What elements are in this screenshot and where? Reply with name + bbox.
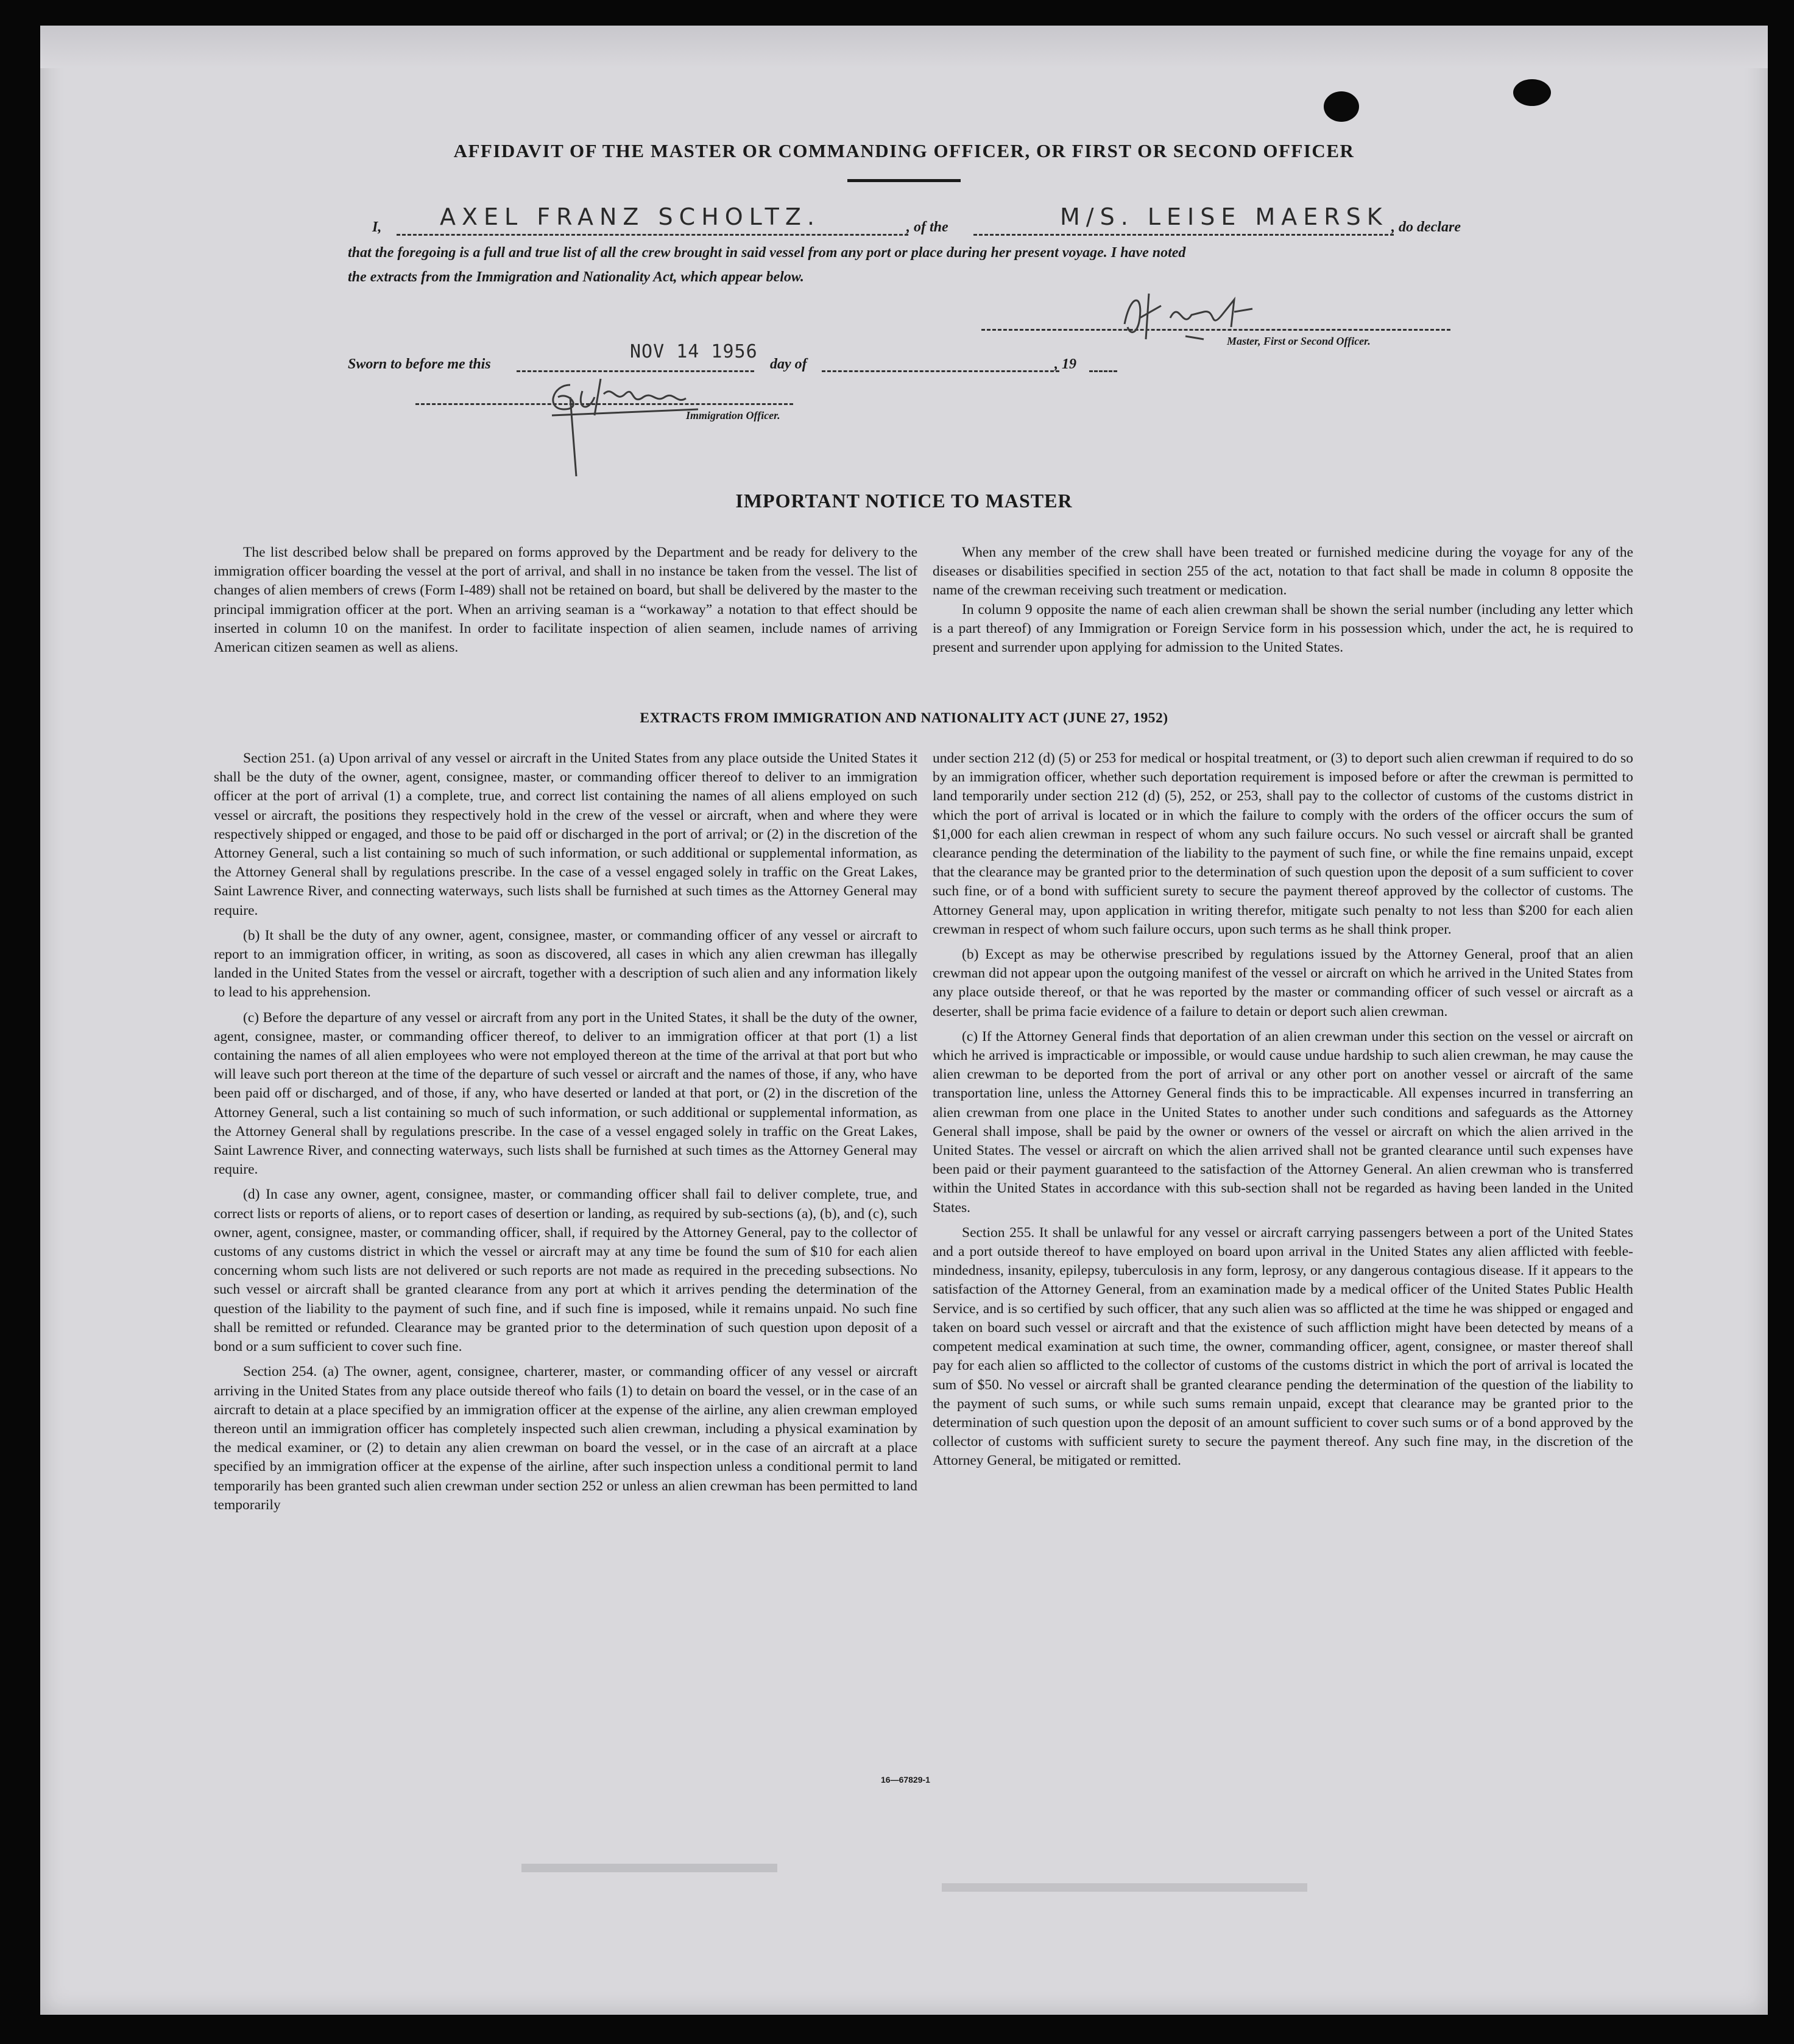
section-251-d: (d) In case any owner, agent, consignee, master, or commanding officer shall fail to deliver complete, true, and correct lists or reports of aliens, or to report cases of desertion or landing, as required by sub-sections (a), (b), and (c), such owner, agent, consignee, master, or commanding officer, shall, if required by the Attorney General, pay to the collector of customs of any customs district in which the vessel or aircraft may at any time be found the sum of $10 for each alien concerning whom such lists are not delivered or such reports are not made as required in the preceding subsections. No such vessel or aircraft shall be granted clearance from any port at which it arrives pending the determination of the question of the liability to the payment of such fine, and if such fine is imposed, while it remains unpaid. No such fine shall be remitted or refunded. Clearance may be granted prior to the determination of such question upon deposit of a bond or a sum sufficient to cover such fine. bbox=[214, 1186, 917, 1355]
punch-hole-mark bbox=[1324, 91, 1359, 122]
master-signature bbox=[1112, 281, 1295, 361]
section-254-a-continued: under section 212 (d) (5) or 253 for medical or hospital treatment, or (3) to deport such alien crewman if required to do so by an immigration officer, whether such deportation requirement is imposed before or after the crewman is permitted to land temporarily under section 212 (d) (5), 252, or 253, shall pay to the collector of customs of the customs district in which the port of arrival is located or in which the failure to comply with the orders of the officer occurs the sum of $1,000 for each alien crewman in respect of whom any such failure occurs. No such vessel or aircraft shall be granted clearance pending the determination of the liability to the payment of such fine, or while the fine remains unpaid, except that the clearance may be granted prior to the determination of such question upon the deposit of a sum sufficient to cover such fine, or of a bond with sufficient surety to secure the payment thereof approved by the collector of customs. The Attorney General may, upon application in writing therefor, mitigate such penalty to not less than $200 for each alien crewman in respect of whom such failure occurs, upon such terms as he shall think proper. bbox=[933, 750, 1633, 937]
notice-right-column bbox=[933, 543, 1633, 663]
statement-line-1: that the foregoing is a full and true list of all the crew brought in said vessel from any port or place during her present voyage. I have noted bbox=[348, 245, 1186, 261]
punch-hole-mark bbox=[1513, 79, 1551, 106]
show-through-mark bbox=[521, 1864, 777, 1872]
i-label: I, bbox=[372, 219, 382, 235]
section-254-c: (c) If the Attorney General finds that deportation of an alien crewman under this section on the vessel or aircraft on which he arrived is impracticable or impossible, or would cause undue hardship to such alien crewman, he may cause the alien crewman to be deported from the port of arrival or any other port on another vessel or aircraft of the same transportation line, unless the Attorney General finds this to be impracticable. All expenses incurred in transferring an alien crewman from one place in the United States to another under such conditions and safeguards as the Attorney General shall impose, shall be paid by the owner or owners of the vessel or aircraft on which the alien arrived in the United States. The vessel or aircraft on which the alien arrived shall not be granted clearance until such expenses have been paid or their payment guaranteed to the satisfaction of the Attorney General. An alien crewman who is transferred within the United States in accordance with this sub-section shall not be regarded as having been landed in the United States. bbox=[933, 1028, 1633, 1216]
notice-left-column bbox=[214, 543, 917, 663]
year-label: , 19 bbox=[1054, 356, 1076, 372]
master-title-label: Master, First or Second Officer. bbox=[1227, 335, 1371, 347]
month-line bbox=[822, 370, 1059, 372]
title-underline bbox=[847, 179, 961, 182]
master-name: AXEL FRANZ SCHOLTZ. bbox=[440, 203, 821, 230]
affidavit-title: AFFIDAVIT OF THE MASTER OR COMMANDING OFFICER, OR FIRST OR SECOND OFFICER bbox=[453, 140, 1355, 161]
officer-title-label: Immigration Officer. bbox=[686, 409, 780, 421]
extracts-title: EXTRACTS FROM IMMIGRATION AND NATIONALITY ACT (JUNE 27, 1952) bbox=[640, 710, 1168, 726]
section-255: Section 255. It shall be unlawful for any vessel or aircraft carrying passengers between a port of the United States and a port outside thereof to have employed on board upon arrival in the United States any alien afflicted with feeble-mindedness, insanity, epilepsy, tuberculosis in any form, leprosy, or any dangerous contagious disease. If it appears to the satisfaction of the Attorney General, from an examination made by a medical officer of the United States Public Health Service, and is so certified by such officer, that any such alien was so afflicted at the time he was shipped or engaged and taken on board such vessel or aircraft and that the existence of such affliction might have been detected by means of a competent medical examination at such time, the owner, commanding officer, agent, consignee, or master thereof shall pay for each alien so afflicted to the collector of customs of the customs district in which the port of arrival is located the sum of $50. No vessel or aircraft shall be granted clearance pending the determination of the question of the liability to the payment of such sums, or while such sums remain unpaid, except that clearance may be granted prior to the determination of such question upon the deposit of an amount sufficient to cover such sums or of a bond approved by the collector of customs with sufficient surety to secure the payment thereof. Any such fine may, in the discretion of the Attorney General, be mitigated or remitted. bbox=[933, 1224, 1633, 1469]
sworn-date-stamp: NOV 14 1956 bbox=[630, 341, 758, 362]
section-251-a: Section 251. (a) Upon arrival of any vessel or aircraft in the United States from any place outside the United States it shall be the duty of the owner, agent, consignee, master, or commanding officer thereof to deliver to an immigration officer at the port of arrival (1) a complete, true, and correct list containing the names of all aliens employed on such vessel or aircraft, the positions they respectively hold in the crew of the vessel or aircraft, when and where they were respectively shipped or engaged, and those to be paid off or discharged in the port of arrival; or (2) in the discretion of the Attorney General, such a list containing so much of such information, or such additional or supplemental information, as the Attorney General shall by regulations prescribe. In the case of a vessel engaged solely in traffic on the Great Lakes, Saint Lawrence River, and connecting waterways, such lists shall be furnished at such times as the Attorney General may require. bbox=[214, 750, 917, 918]
vessel-name: M/S. LEISE MAERSK bbox=[1060, 203, 1388, 230]
of-the-label: , of the bbox=[906, 219, 948, 235]
vessel-line bbox=[973, 234, 1394, 236]
section-254-b: (b) Except as may be otherwise prescribed by regulations issued by the Attorney General, proof that an alien crewman did not appear upon the outgoing manifest of the vessel or aircraft on which he arrived in the United States from any place outside thereof, or that he was reported by the master or commanding officer of such vessel or aircraft as a deserter, shall be prima facie evidence of a failure to detain or deport such alien crewman. bbox=[933, 946, 1633, 1020]
day-of-label: day of bbox=[770, 356, 807, 372]
document-page bbox=[40, 26, 1768, 2015]
officer-signature bbox=[534, 367, 753, 482]
name-line bbox=[397, 234, 908, 236]
section-254-a: Section 254. (a) The owner, agent, consignee, charterer, master, or commanding officer of any vessel or aircraft arriving in the United States from any place outside thereof who fails (1) to detain on board the vessel, or in the case of an aircraft to detain at a place specified by an immigration officer at the expense of the airline, any alien crewman employed thereon until an immigration officer has completely inspected such alien crewman, including a physical examination by the medical examiner, or (2) to detain any alien crewman on board the vessel, or in the case of an aircraft at a place specified by an immigration officer at the expense of the airline, after such inspection unless a conditional permit to land temporarily has been granted such alien crewman under section 252 or unless an alien crewman has been permitted to land temporarily bbox=[214, 1364, 917, 1513]
form-number: 16—67829-1 bbox=[881, 1775, 930, 1785]
sworn-label: Sworn to before me this bbox=[348, 356, 491, 372]
notice-left-paragraph: The list described below shall be prepared on forms approved by the Department and be ready for delivery to the immigration officer boarding the vessel at the port of arrival, and shall in no instance be taken from the vessel. The list of changes of alien members of crews (Form I-489) shall not be retained on board, but shall be delivered by the master to the principal immigration officer at the port. When an arriving seaman is a “workaway” a notation to that effect should be inserted in column 10 on the manifest. In order to facilitate inspection of alien seamen, include names of arriving American citizen seamen as well as aliens. bbox=[214, 544, 917, 656]
statement-line-2: the extracts from the Immigration and Nationality Act, which appear below. bbox=[348, 269, 804, 285]
show-through-mark bbox=[942, 1883, 1307, 1892]
notice-right-paragraph-2: In column 9 opposite the name of each alien crewman shall be shown the serial number (including any letter which is a part thereof) of any Immigration or Foreign Service form in his possession which, under the act, he is required to present and surrender upon applying for admission to the United States. bbox=[933, 601, 1633, 656]
year-line bbox=[1089, 370, 1117, 372]
extracts-right-column bbox=[933, 749, 1633, 1477]
section-251-b: (b) It shall be the duty of any owner, agent, consignee, master, or commanding officer of any vessel or aircraft to report to an immigration officer, in writing, as soon as discovered, all cases in which any alien crewman has illegally landed in the United States from the vessel or aircraft, together with a description of such alien and any information likely to lead to his apprehension. bbox=[214, 927, 917, 1001]
notice-right-paragraph-1: When any member of the crew shall have been treated or furnished medicine during the voyage for any of the diseases or disabilities specified in section 255 of the act, notation to that fact shall be made in column 8 opposite the name of the crewman receiving such treatment or medication. bbox=[933, 544, 1633, 599]
section-251-c: (c) Before the departure of any vessel or aircraft from any port in the United States, it shall be the duty of the owner, agent, consignee, master, or commanding officer thereof, to deliver to an immigration officer at that port (1) a list containing the names of all alien employees who were not employed thereon at the time of the arrival at that port but who will leave such port thereon at the time of the departure of such vessel or aircraft and the names of those, if any, who have been paid off or discharged, and of those, if any, who have deserted or landed at that port, or (2) in the discretion of the Attorney General, such a list containing so much of such information, or such additional or supplemental information, as the Attorney General shall by regulations prescribe. In the case of a vessel engaged solely in traffic on the Great Lakes, Saint Lawrence River, and connecting waterways, such lists shall be furnished at such times as the Attorney General may require. bbox=[214, 1009, 917, 1178]
extracts-left-column bbox=[214, 749, 917, 1521]
declare-label: , do declare bbox=[1391, 219, 1461, 235]
notice-title: IMPORTANT NOTICE TO MASTER bbox=[735, 490, 1073, 512]
